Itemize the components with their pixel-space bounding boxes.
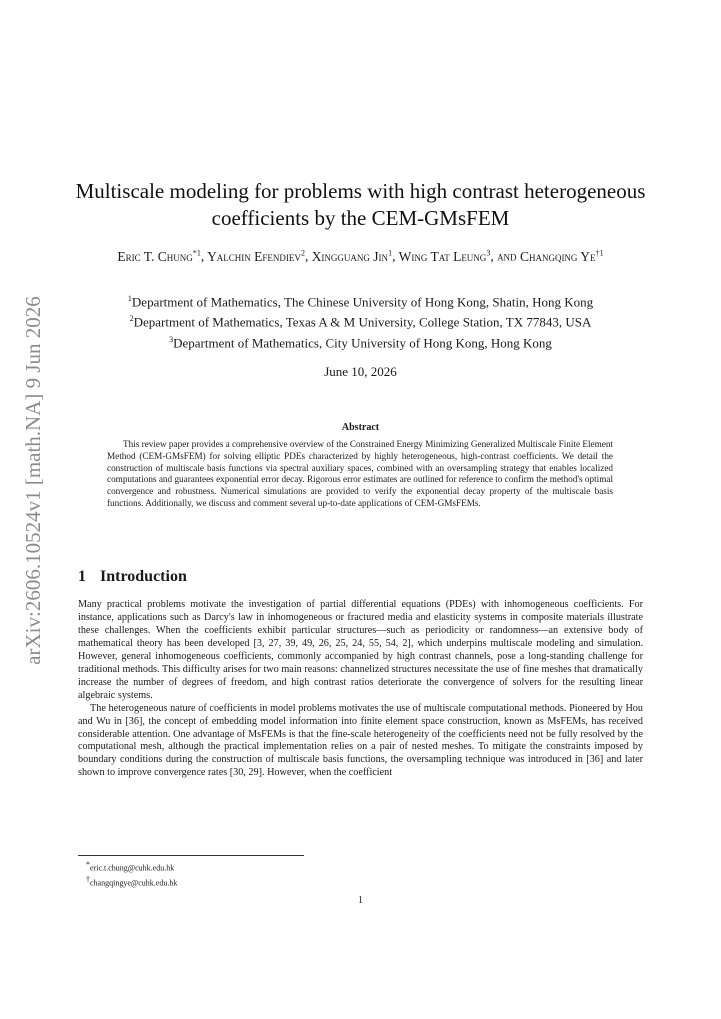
affiliation-text: Department of Mathematics, The Chinese University of Hong Kong, Shatin, Hong Kong (131, 294, 594, 310)
footnote (86, 859, 177, 874)
section-heading (78, 568, 187, 586)
affiliation-mark: 2 (129, 314, 134, 324)
author-list (70, 244, 651, 266)
footnote-list (86, 859, 177, 888)
section-title: Introduction (100, 568, 187, 585)
affiliation (70, 331, 651, 351)
footnote-mark: * (86, 860, 90, 869)
footnote-text: changqingye@cuhk.edu.hk (90, 878, 178, 888)
author-separator: , (304, 248, 312, 264)
author-mark: 1 (388, 248, 393, 257)
author-name: Xingguang Jin$^1$ (311, 248, 393, 264)
paper-date: June 10, 2026 (324, 364, 397, 379)
author-name: Yalchin Efendiev$^2$ (207, 248, 305, 264)
page-number: 1 (358, 895, 363, 906)
arxiv-stamp-text: arXiv:2606.10524v1 [math.NA] 9 Jun 2026 (20, 295, 45, 665)
affiliation-text: Department of Mathematics, City University of Hong Kong, Hong Kong (173, 334, 552, 350)
affiliation-list (70, 290, 651, 351)
author-mark: *1 (192, 248, 201, 257)
author-name: Eric T. Chung$^{*1}$ (117, 248, 201, 264)
affiliation-mark: 1 (127, 294, 132, 303)
abstract-text: This review paper provides a comprehensive overview of the Constrained Energy Minimizing Generalized Multiscale Finite Element Method (CEM-GMsFEM) for solving elliptic PDEs characterized by highly heterogeneous, high-contrast coefficients. We detail the construction of multiscale basis functions via spectral auxiliary spaces, combined with an oversampling strategy that enables localized computations and guarantees exponential error decay. Rigorous error estimates are outlined for reference to confirm the method's optimal convergence and robustness. Numerical simulations are provided to verify the exponential decay property of the multiscale basis functions. Additionally, we discuss and comment several up-to-date applications of CEM-GMsFEMs. (107, 439, 613, 508)
author-name: Wing Tat Leung$^3$ (398, 248, 491, 264)
author-mark: †1 (595, 248, 604, 257)
author-name: Changqing Ye$^{\dagger 1}$ (519, 248, 604, 264)
author-separator: , (200, 248, 208, 264)
affiliation-mark: 3 (169, 334, 174, 344)
abstract-heading: Abstract (341, 422, 380, 433)
footnote-rule (78, 855, 304, 856)
section-number: 1 (78, 568, 86, 585)
paper-title: Multiscale modeling for problems with high contrast heterogeneous coefficients by the CEM-GMsFEM (75, 179, 646, 230)
affiliation (70, 310, 651, 330)
affiliation (70, 290, 651, 310)
footnote (86, 874, 177, 889)
author-separator: , and (490, 248, 520, 264)
affiliation-text: Department of Mathematics, Texas A & M University, College Station, TX 77843, USA (133, 314, 592, 330)
body-text (78, 599, 643, 780)
author-mark: 3 (486, 248, 491, 257)
footnote-text: eric.t.chung@cuhk.edu.hk (90, 863, 175, 873)
arxiv-stamp (8, 290, 58, 670)
footnote-mark: † (86, 874, 90, 884)
paragraph: The heterogeneous nature of coefficients in model problems motivates the use of multiscale computational methods. Pioneered by Hou and Wu in [36], the concept of embedding model information into finite element space construction, known as MsFEMs, has received considerable attention. One advantage of MsFEMs is that the fine-scale heterogeneity of the coefficients need not be fully resolved by the computational mesh, although the practical implementation relies on a pair of nested meshes. To mitigate the constraints imposed by boundary conditions during the construction of multiscale basis functions, the oversampling technique was introduced in [36] and later shown to improve convergence rates [30, 29]. However, when the coefficient (78, 702, 643, 779)
author-mark: 2 (300, 248, 305, 257)
author-separator: , (392, 248, 399, 264)
paragraph: Many practical problems motivate the investigation of partial differential equations (PDEs) with inhomogeneous coefficients. For instance, applications such as Darcy's law in inhomogeneous or fractured media and elasticity systems in composite materials illustrate these challenges. When the coefficients exhibit particular structures—such as periodicity or randomness—an extensive body of mathematical theory has been developed [3, 27, 39, 49, 26, 25, 24, 55, 54, 2], which underpins multiscale modeling and simulation. However, general inhomogeneous coefficients, commonly accompanied by high contrast channels, pose a long-standing challenge for traditional methods. This difficulty arises for two main reasons: channelized structures necessitate the use of fine meshes that dramatically increase the number of degrees of freedom, and high contrast ratios deteriorate the convergence of solvers for the resulting linear algebraic systems. (78, 599, 643, 701)
